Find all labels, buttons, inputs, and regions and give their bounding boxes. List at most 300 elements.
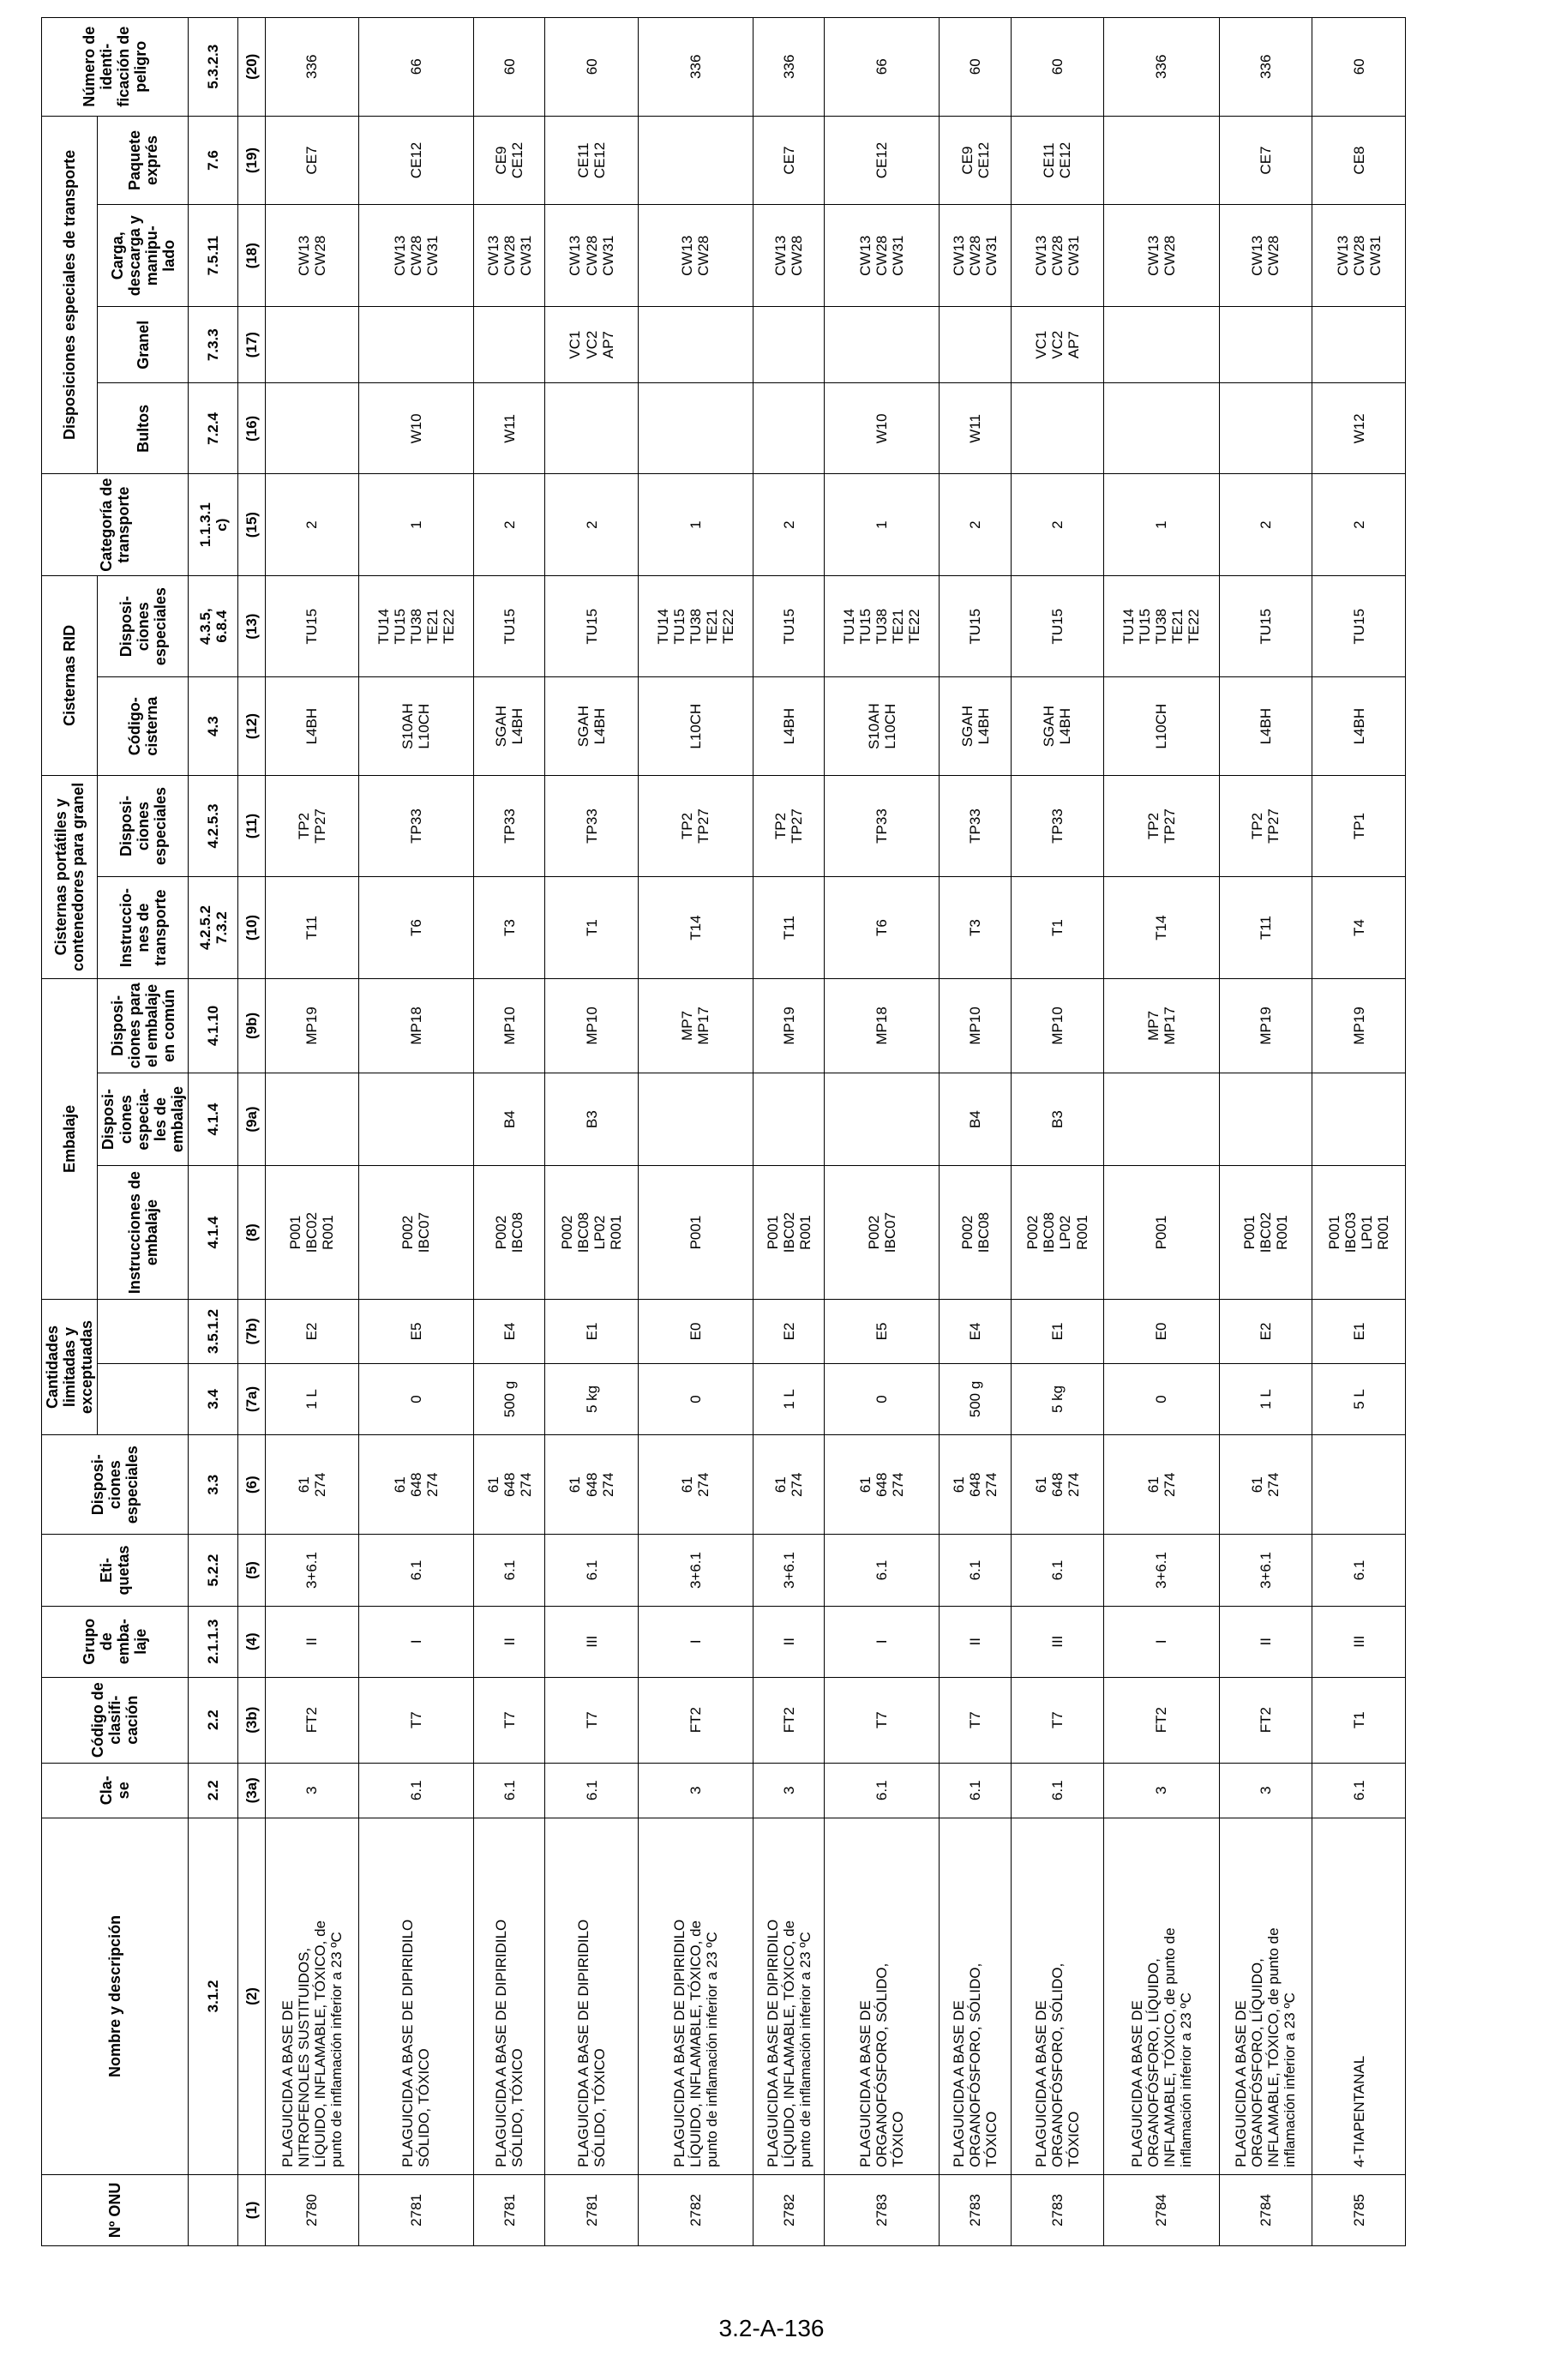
cell-text: P001 IBC02 R001 [764,1211,814,1253]
cell-text: 2782 [687,2194,704,2227]
dangerous-goods-table [41,17,1406,2246]
cell-text: 3 [687,1786,704,1795]
header-mixed-packing: Disposi- ciones para el embalaje en común [98,978,189,1073]
cell-text: 2 [501,520,518,529]
table-row [825,18,940,2246]
rotated-table-container [41,17,1406,2246]
section-ref-row-cell [189,1535,238,1606]
cell-text: 336 [687,54,704,79]
cell-text: 1 [1153,520,1170,529]
cell-text: CW13 CW28 CW31 [391,235,441,276]
table-row-cell [266,1166,359,1300]
table-row-cell [825,1818,940,2175]
table-row-cell [266,1677,359,1763]
column-number-row-cell [237,1606,265,1677]
cell-text: 4.1.4 [205,1216,222,1249]
section-ref-row-cell [189,116,238,205]
cell-text: 1 L [1257,1389,1274,1409]
cell-text: FT2 [303,1707,321,1734]
table-row [638,18,753,2246]
table-row-cell [1312,474,1406,576]
cell-text: W10 [874,413,891,444]
table-row-cell [1219,474,1312,576]
table-row-cell [474,877,545,979]
table-row-cell [358,1363,473,1434]
table-row-cell [545,1073,639,1166]
table-row-cell [753,1535,825,1606]
table-row-cell [1312,1606,1406,1677]
cell-text: FT2 [1153,1707,1170,1734]
table-row-cell [1312,1677,1406,1763]
cell-text: 61 648 274 [950,1472,1000,1497]
table-row-cell [358,775,473,877]
cell-text: 1 [687,520,704,529]
section-ref-row-cell [189,877,238,979]
table-row-cell [266,775,359,877]
column-number-row-cell [237,877,265,979]
table-row-cell [753,978,825,1073]
cell-text: (10) [243,914,261,941]
cell-text: 2783 [1048,2194,1066,2227]
cell-text: S10AH L10CH [865,703,898,750]
cell-text: P002 IBC08 [958,1211,992,1253]
table-row-cell [1219,18,1312,117]
table-row-cell [266,474,359,576]
cell-text: 6.1 [967,1780,984,1801]
table-row-cell [825,205,940,307]
table-row-cell [545,575,639,677]
cell-text: 1 L [780,1389,797,1409]
table-row-cell [266,205,359,307]
cell-text: 5 kg [583,1385,600,1414]
table-row-cell [638,1363,753,1434]
table-row-cell [358,1535,473,1606]
cell-text: TU15 [780,608,797,645]
table-row-cell [1104,677,1219,775]
cell-text: P002 IBC07 [399,1211,433,1253]
table-row-cell [825,775,940,877]
table-row-cell [266,1435,359,1535]
cell-text: TU15 [303,608,321,645]
table-row-cell [638,1763,753,1818]
table-row-cell [638,1073,753,1166]
cell-text: CW13 CW28 [772,235,806,276]
table-row-cell [753,877,825,979]
table-row-cell [474,1535,545,1606]
table-row-cell [825,383,940,474]
table-row-cell [1104,877,1219,979]
table-row-cell [825,1763,940,1818]
table-row-cell [474,1606,545,1677]
cell-text: MP10 [967,1007,984,1045]
section-ref-row-cell [189,1300,238,1364]
cell-text: PLAGUICIDA A BASE DE ORGANOFÓSFORO, LÍQUIDO, INFLAMABLE, TÓXICO, de punto de inflamación inferior a 23 ºC [1233,1927,1299,2167]
cell-text: PLAGUICIDA A BASE DE ORGANOFÓSFORO, SÓLIDO, TÓXICO [950,1962,1000,2167]
table-row-cell [1011,1166,1104,1300]
table-row-cell [1011,205,1104,307]
table-row-cell [1219,307,1312,383]
section-ref-row-cell [189,1435,238,1535]
table-row-cell [940,978,1011,1073]
header-packing-instructions: Instrucciones de embalaje [98,1166,189,1300]
cell-text: 5 L [1350,1389,1367,1409]
table-row [474,18,545,2246]
table-row-cell [545,1818,639,2175]
table-row-cell [638,1818,753,2175]
table-row-cell [545,1763,639,1818]
cell-text: 500 g [967,1380,984,1418]
table-row-cell [825,18,940,117]
cell-text: TP2 TP27 [1249,808,1282,844]
table-row-cell [940,1300,1011,1364]
cell-text: 4.3.5, 6.8.4 [196,608,230,645]
cell-text: B4 [501,1110,518,1128]
cell-text: 61 274 [1249,1472,1282,1497]
column-number-row-cell [237,1763,265,1818]
table-row-cell [1312,1166,1406,1300]
cell-text: 7.6 [205,150,222,171]
table-row-cell [638,1435,753,1535]
table-row-cell [474,383,545,474]
section-ref-row-cell [189,1363,238,1434]
table-row-cell [825,1300,940,1364]
cell-text: 5.2.2 [205,1554,222,1587]
cell-text: CE7 [780,146,797,175]
cell-text: P001 [687,1215,704,1250]
cell-text: III [583,1635,600,1648]
cell-text: T6 [407,919,424,936]
cell-text: CW13 CW28 CW31 [857,235,907,276]
table-row-cell [1104,383,1219,474]
cell-text: B3 [1048,1110,1066,1128]
table-row-cell [358,205,473,307]
table-row-cell [474,1363,545,1434]
table-row-cell [545,1435,639,1535]
table-row-cell [825,474,940,576]
table-row-cell [638,307,753,383]
cell-text: MP7 MP17 [679,1007,712,1045]
cell-text: MP10 [501,1007,518,1045]
header-name-description: Nombre y descripción [42,1818,189,2175]
cell-text: (9b) [243,1012,261,1039]
cell-text: 6.1 [407,1560,424,1581]
cell-text: TP33 [874,808,891,844]
section-ref-row-cell [189,978,238,1073]
cell-text: I [687,1639,704,1644]
table-row-cell [638,1677,753,1763]
header-packaging: Embalaje [42,978,98,1299]
header-bulk: Granel [98,307,189,383]
cell-text: 3 [1153,1786,1170,1795]
table-row-cell [1104,1535,1219,1606]
cell-text: (3a) [243,1777,261,1804]
column-number-row-cell [237,1363,265,1434]
table-row-cell [545,775,639,877]
cell-text: 0 [1153,1395,1170,1403]
page-number: 3.2-A-136 [718,2315,825,2341]
cell-text: 3+6.1 [303,1552,321,1590]
table-row-cell [638,1300,753,1364]
table-row-cell [1219,205,1312,307]
section-ref-row-cell [189,18,238,117]
table-row-cell [940,1363,1011,1434]
table-row-cell [1104,2174,1219,2245]
cell-text: 3.5.1.2 [205,1308,222,1354]
cell-text: 7.5.11 [205,236,222,276]
table-row-cell [1011,383,1104,474]
cell-text: (18) [243,243,261,269]
table-row-cell [1219,775,1312,877]
column-number-row-cell [237,1818,265,2175]
cell-text: (19) [243,147,261,174]
table-row-cell [638,18,753,117]
cell-text: 1 [407,520,424,529]
table-row-cell [358,18,473,117]
cell-text: T11 [780,916,797,941]
table-row-cell [358,2174,473,2245]
cell-text: T14 [687,915,704,941]
table-row-cell [1219,978,1312,1073]
cell-text: MP19 [303,1007,321,1045]
table-row-cell [266,1606,359,1677]
cell-text: MP10 [1048,1007,1066,1045]
table-row-cell [474,18,545,117]
cell-text: TU15 [1257,608,1274,645]
table-row-cell [545,116,639,205]
cell-text: II [501,1637,518,1646]
cell-text: TP33 [583,808,600,844]
cell-text: (12) [243,713,261,740]
table-row-cell [753,2174,825,2245]
cell-text: CW13 CW28 CW31 [1334,235,1384,276]
cell-text: E5 [874,1322,891,1341]
cell-text: III [1048,1635,1066,1648]
cell-text: (16) [243,415,261,442]
cell-text: B4 [967,1110,984,1128]
column-number-row-cell [237,383,265,474]
cell-text: PLAGUICIDA A BASE DE DIPIRIDILO LÍQUIDO, INFLAMABLE, TÓXICO, de punto de inflamación inferior a 23 ºC [670,1919,720,2167]
cell-text: P001 IBC02 R001 [1240,1211,1290,1253]
table-row-cell [940,575,1011,677]
table-row-cell [358,677,473,775]
cell-text: 1 L [303,1389,321,1409]
cell-text: 500 g [501,1380,518,1418]
table-row-cell [1011,1300,1104,1364]
cell-text: E0 [687,1322,704,1341]
cell-text: T7 [407,1711,424,1729]
table-row-cell [638,474,753,576]
header-classification-code: Código de clasifi- cación [42,1677,189,1763]
cell-text: MP19 [1350,1007,1367,1045]
cell-text: P001 IBC02 R001 [287,1211,337,1253]
cell-text: L4BH [303,707,321,745]
table-row-cell [1104,775,1219,877]
table-row-cell [358,474,473,576]
table-row-cell [1219,1166,1312,1300]
table-row [545,18,639,2246]
table-row-cell [266,1535,359,1606]
cell-text: L10CH [687,703,704,749]
section-ref-row-cell [189,1606,238,1677]
cell-text: 6.1 [1350,1560,1367,1581]
section-ref-row-cell [189,474,238,576]
cell-text: W12 [1350,413,1367,444]
cell-text: TU15 [583,608,600,645]
cell-text: MP7 MP17 [1144,1007,1178,1045]
table-row-cell [1219,575,1312,677]
table-row-cell [1219,116,1312,205]
cell-text: E2 [1257,1322,1274,1341]
cell-text: P002 IBC07 [865,1211,898,1253]
rotated-table-wrapper [41,17,1406,2246]
table-row-cell [1104,1818,1219,2175]
table-row-cell [753,1073,825,1166]
table-row-cell [940,205,1011,307]
table-row-cell [638,383,753,474]
cell-text: 60 [583,58,600,75]
table-row-cell [358,1073,473,1166]
cell-text: 4.3 [205,716,222,736]
cell-text: I [874,1639,891,1644]
cell-text: CW13 CW28 [679,235,712,276]
cell-text: L10CH [1153,703,1170,749]
cell-text: PLAGUICIDA A BASE DE DIPIRIDILO SÓLIDO, TÓXICO [399,1919,433,2167]
column-number-row-cell [237,1535,265,1606]
table-row-cell [1104,1363,1219,1434]
table-row-cell [358,1606,473,1677]
table-row-cell [825,1606,940,1677]
header-row-top [42,18,98,2246]
cell-text: 6.1 [501,1780,518,1801]
table-row-cell [1011,978,1104,1073]
section-ref-row-cell [189,383,238,474]
cell-text: PLAGUICIDA A BASE DE DIPIRIDILO SÓLIDO, TÓXICO [493,1919,526,2167]
table-row-cell [825,978,940,1073]
table-row-cell [474,1166,545,1300]
table-row-cell [1312,677,1406,775]
cell-text: TU15 [967,608,984,645]
table-row-cell [753,1818,825,2175]
cell-text: 2783 [874,2194,891,2227]
table-row-cell [1312,383,1406,474]
cell-text: CE9 CE12 [493,141,526,179]
table-row-cell [638,877,753,979]
table-row-cell [940,383,1011,474]
table-row-cell [638,677,753,775]
table-row-cell [266,1073,359,1166]
table-row-cell [474,1300,545,1364]
cell-text: T6 [874,919,891,936]
cell-text: (1) [243,2201,261,2220]
table-row-cell [474,1073,545,1166]
table-row-cell [1312,1818,1406,2175]
table-row-cell [1219,383,1312,474]
cell-text: III [1350,1635,1367,1648]
cell-text: 6.1 [407,1780,424,1801]
cell-text: CE9 CE12 [958,141,992,179]
table-row-cell [474,575,545,677]
table-row-cell [940,1073,1011,1166]
cell-text: E1 [1048,1322,1066,1341]
cell-text: 2.1.1.3 [205,1619,222,1664]
table-row-cell [266,18,359,117]
cell-text: 0 [874,1395,891,1403]
table-row-cell [1104,978,1219,1073]
table-row-cell [1104,18,1219,117]
column-number-row-cell [237,1073,265,1166]
table-row-cell [1312,877,1406,979]
cell-text: TP1 [1350,812,1367,840]
table-row-cell [825,1435,940,1535]
cell-text: B3 [583,1110,600,1128]
table-row-cell [545,1300,639,1364]
table-row-cell [1011,1677,1104,1763]
table-row-cell [1219,2174,1312,2245]
cell-text: P002 IBC08 LP02 R001 [1024,1211,1090,1253]
cell-text: TU15 [1350,608,1367,645]
table-row-cell [358,1677,473,1763]
table-row-cell [545,877,639,979]
cell-text: E2 [303,1322,321,1341]
cell-text: 0 [687,1395,704,1403]
table-row-cell [1011,1606,1104,1677]
cell-text: 336 [780,54,797,79]
cell-text: 60 [1350,58,1367,75]
table-row-cell [1219,1818,1312,2175]
cell-text: 5.3.2.3 [205,44,222,89]
cell-text: S10AH L10CH [399,703,433,750]
cell-text: TP2 TP27 [679,808,712,844]
table-row-cell [266,575,359,677]
cell-text: E4 [967,1322,984,1341]
table-row-cell [1219,1300,1312,1364]
table-row-cell [474,2174,545,2245]
cell-text: 2780 [303,2194,321,2227]
table-row-cell [940,1435,1011,1535]
cell-text: FT2 [1257,1707,1274,1734]
table-row-cell [1104,575,1219,677]
cell-text: 6.1 [1350,1780,1367,1801]
cell-text: CW13 CW28 CW31 [950,235,1000,276]
cell-text: (15) [243,512,261,538]
cell-text: T3 [501,919,518,936]
table-row-cell [266,383,359,474]
cell-text: 61 648 274 [857,1472,907,1497]
cell-text: 3.4 [205,1389,222,1409]
cell-text: PLAGUICIDA A BASE DE DIPIRIDILO LÍQUIDO, INFLAMABLE, TÓXICO, de punto de inflamación inferior a 23 ºC [764,1919,814,2167]
column-number-row-cell [237,978,265,1073]
table-row-cell [1104,1300,1219,1364]
table-row-cell [825,677,940,775]
cell-text: 6.1 [874,1780,891,1801]
table-row-cell [1219,1535,1312,1606]
column-number-row-cell [237,307,265,383]
cell-text: (20) [243,53,261,80]
table-row-cell [1104,307,1219,383]
column-number-row-cell [237,1677,265,1763]
cell-text: 3+6.1 [780,1552,797,1590]
section-ref-row-cell [189,575,238,677]
table-row-cell [1011,775,1104,877]
table-row-cell [753,1606,825,1677]
cell-text: T1 [1048,919,1066,936]
table-row-cell [825,1677,940,1763]
table-row-cell [545,1166,639,1300]
cell-text: 2.2 [205,1780,222,1801]
cell-text: 2785 [1350,2194,1367,2227]
cell-text: T1 [1350,1711,1367,1729]
cell-text: 5 kg [1048,1385,1066,1414]
